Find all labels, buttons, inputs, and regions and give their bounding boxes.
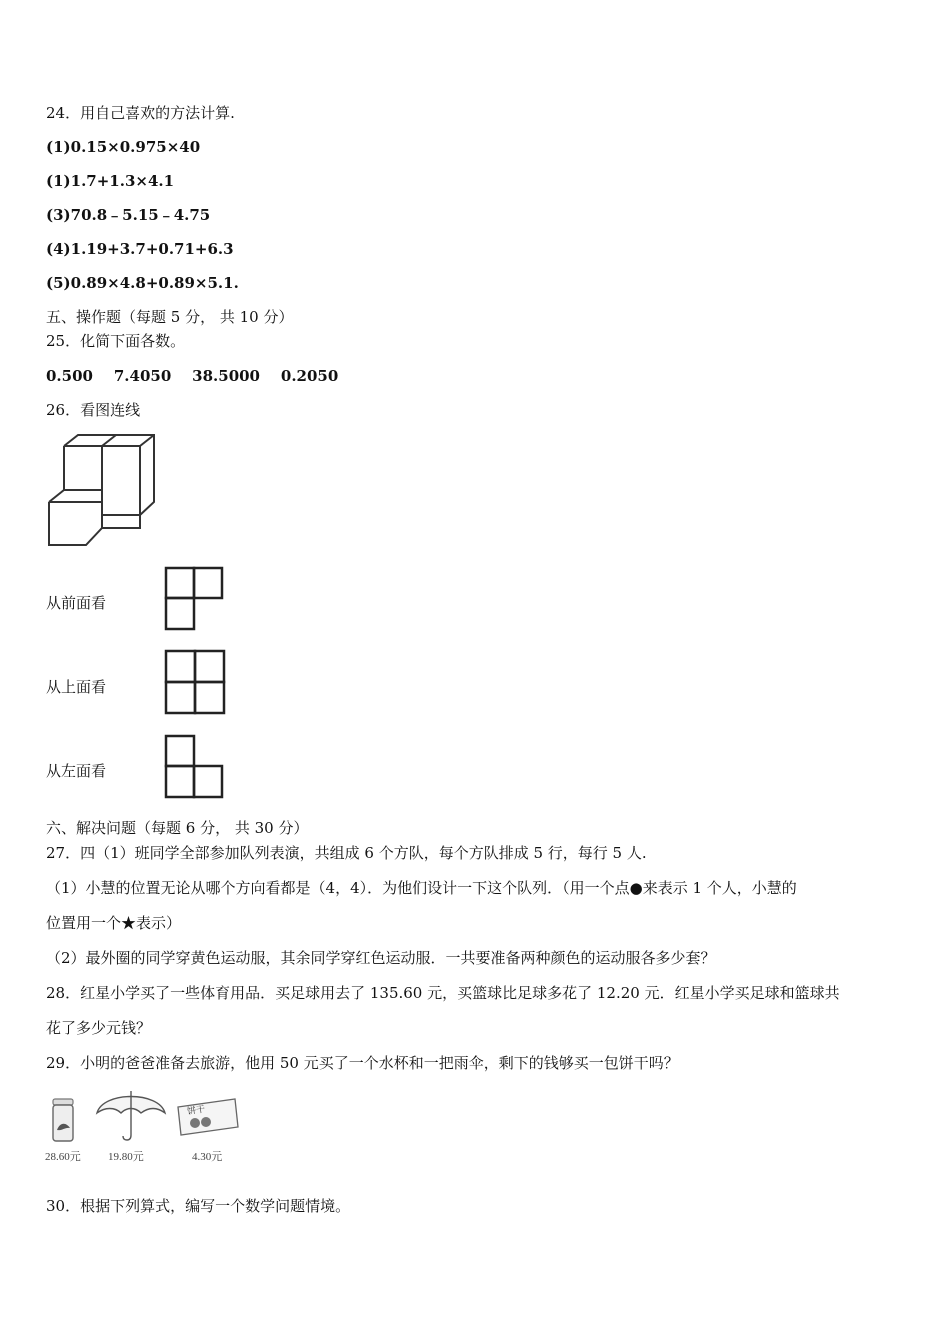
q27-part1-line2: 位置用一个★表示） bbox=[46, 914, 182, 932]
view-top-shape[interactable] bbox=[163, 648, 227, 716]
section-6-heading: 六、解决问题（每题 6 分， 共 30 分） bbox=[46, 819, 309, 837]
cup-price: 28.60元 bbox=[45, 1151, 81, 1163]
view-front-label: 从前面看 bbox=[46, 594, 107, 612]
q24-title: 24．用自己喜欢的方法计算. bbox=[46, 104, 235, 122]
umbrella-price: 19.80元 bbox=[108, 1151, 144, 1163]
q24-item-3: (3)70.8﹣5.15﹣4.75 bbox=[46, 206, 211, 224]
biscuit-package bbox=[175, 1097, 241, 1137]
section-5-heading: 五、操作题（每题 5 分， 共 10 分） bbox=[46, 308, 294, 326]
q29-title: 29．小明的爸爸准备去旅游，他用 50 元买了一个水杯和一把雨伞，剩下的钱够买一包饼干吗？ bbox=[46, 1054, 679, 1072]
q27-part1-line1: （1）小慧的位置无论从哪个方向看都是（4，4）．为他们设计一下这个队列．（用一个点●来表示 1 个人，小慧的 bbox=[46, 879, 797, 897]
q24-item-5: (5)0.89×4.8+0.89×5.1. bbox=[46, 274, 239, 292]
q24-item-4: (4)1.19+3.7+0.71+6.3 bbox=[46, 240, 234, 258]
q24-item-2: (1)1.7+1.3×4.1 bbox=[46, 172, 175, 190]
biscuit-icon bbox=[175, 1097, 241, 1137]
q26-title: 26．看图连线 bbox=[46, 401, 141, 419]
umbrella-icon bbox=[95, 1085, 167, 1143]
cube-figure bbox=[44, 430, 159, 550]
view-front-shape[interactable] bbox=[163, 565, 225, 632]
q28-line1: 28．红星小学买了一些体育用品．买足球用去了 135.60 元，买篮球比足球多花了 12.20 元．红星小学买足球和篮球共 bbox=[46, 984, 840, 1002]
q27-title: 27．四（1）班同学全部参加队列表演，共组成 6 个方队，每个方队排成 5 行，每行 5 人. bbox=[46, 844, 647, 862]
view-left-label: 从左面看 bbox=[46, 762, 107, 780]
q28-line2: 花了多少元钱？ bbox=[46, 1019, 152, 1037]
q24-item-1: (1)0.15×0.975×40 bbox=[46, 138, 201, 156]
cup-icon bbox=[50, 1098, 78, 1144]
q25-title: 25．化简下面各数。 bbox=[46, 332, 186, 350]
q25-numbers: 0.500 7.4050 38.5000 0.2050 bbox=[46, 367, 339, 385]
q27-part2: （2）最外圈的同学穿黄色运动服，其余同学穿红色运动服．一共要准备两种颜色的运动服各多少套？ bbox=[46, 949, 716, 967]
view-top-label: 从上面看 bbox=[46, 678, 107, 696]
q30-title: 30．根据下列算式，编写一个数学问题情境。 bbox=[46, 1197, 351, 1215]
biscuit-package-text: 饼干 bbox=[186, 1104, 206, 1118]
biscuit-price: 4.30元 bbox=[192, 1151, 223, 1163]
view-left-shape[interactable] bbox=[163, 733, 225, 800]
